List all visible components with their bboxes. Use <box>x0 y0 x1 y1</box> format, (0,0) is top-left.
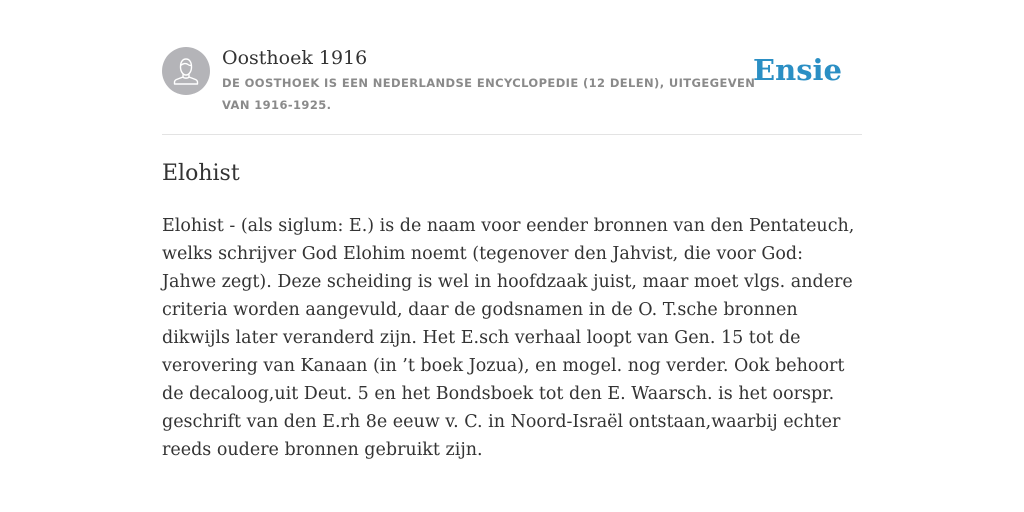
user-silhouette-icon[interactable] <box>162 47 210 95</box>
source-name-link[interactable]: Oosthoek 1916 <box>222 47 368 69</box>
page-container <box>162 0 862 460</box>
article-title: Elohist <box>162 161 240 186</box>
article-body: Elohist - (als siglum: E.) is de naam voor eender bronnen van den Pentateuch, welks schrijver God Elohim noemt (tegenover den Jahvist, die voor God: Jahwe zegt). Deze scheiding is wel in hoofdzaak juist, maar moet vlgs. andere criteria worden aangevuld, daar de godsnamen in de O. T.sche bronnen dikwijls later veranderd zijn. Het E.sch verhaal loopt van Gen. 15 tot de verovering van Kanaan (in ’t boek Jozua), en mogel. nog verder. Ook behoort de decaloog,uit Deut. 5 en het Bondsboek tot den E. Waarsch. is het oorspr. geschrift van den E.rh 8e eeuw v. C. in Noord-Israël ontstaan,waarbij echter reeds oudere bronnen gebruikt zijn. <box>162 216 855 460</box>
ensie-logo[interactable]: Ensie <box>753 53 842 87</box>
source-description: DE OOSTHOEK IS EEN NEDERLANDSE ENCYCLOPEDIE (12 DELEN), UITGEGEVEN VAN 1916-1925. <box>222 76 756 112</box>
source-header <box>162 0 862 135</box>
